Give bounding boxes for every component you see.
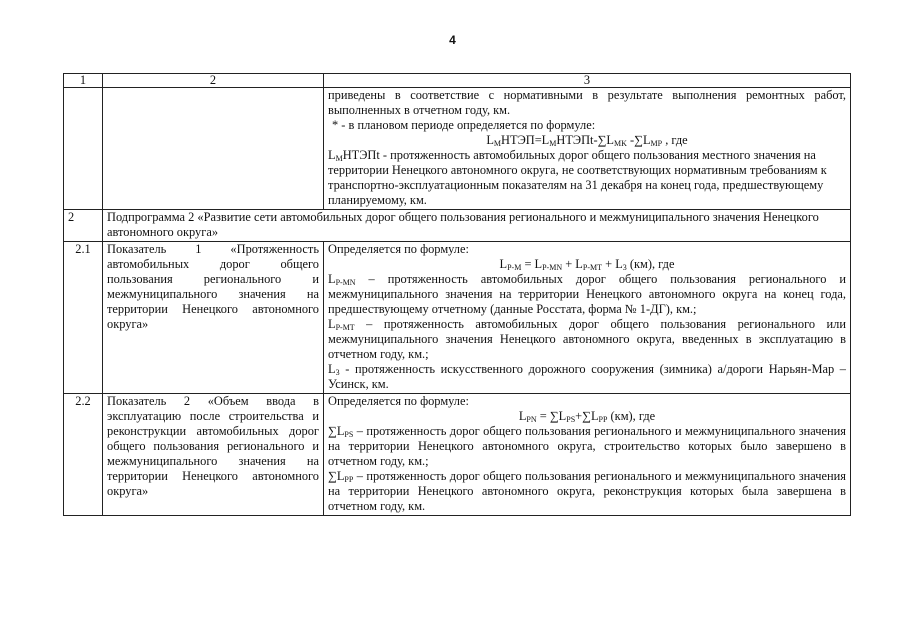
definition-lpmn: $L_{P-MN}$ – протяженность автомобильных дорог общего пользования регионального и межмуниципального значения на территории Ненецкого автономного округа на конец года, предшествующему отчетному (данные Росстата, форма № 1-ДГ), км.; (328, 272, 846, 316)
subprogram-number: 2 (64, 210, 103, 242)
cell-number-empty (64, 88, 103, 210)
definition-lpmt: $L_{P-MT}$ – протяженность автомобильных дорог общего пользования регионального или межмуниципального значения Ненецкого автономного округа, введенных в эксплуатацию в отчетном году, км.; (328, 317, 846, 361)
cell-name-empty (103, 88, 324, 210)
formula-lpn: $L_{PN} = \sum L_{PS}+\sum L_{PP}$ (км), где (518, 409, 656, 424)
definition-mntep: $L_MНТЭПt$ - протяженность автомобильных дорог общего пользования местного значения на территории Ненецкого автономного округа, не соответствующих нормативным требованиям к транспортно-эксплуатационным показателям на 31 декабря на конец года, предшествующему планируемому, км. (328, 148, 827, 207)
subprogram-title: Подпрограмма 2 «Развитие сети автомобильных дорог общего пользования регионального и межмуниципального значения Ненецкого автономного округа» (103, 210, 851, 242)
formula-intro: Определяется по формуле: (328, 394, 469, 408)
header-col-2: 2 (103, 74, 324, 88)
indicator-number: 2.2 (64, 394, 103, 516)
continuation-text: приведены в соответствие с нормативными в результате выполнения ремонтных работ, выполненных в отчетном году, км. (328, 88, 846, 117)
indicator-number: 2.1 (64, 242, 103, 394)
planned-period-text: * - в плановом периоде определяется по формуле: (332, 118, 596, 132)
table-header-row (64, 74, 851, 88)
formula-intro: Определяется по формуле: (328, 242, 469, 256)
formula-lpm: $L_{P-M} = L_{P-MN} + L_{P-MT} + L_3$ (км), где (499, 257, 675, 272)
table-row-continuation (64, 88, 851, 210)
indicator-name: Показатель 1 «Протяженность автомобильных дорог общего пользования регионального и межмуниципального значения на территории Ненецкого автономного округа» (103, 242, 324, 394)
indicator-name: Показатель 2 «Объем ввода в эксплуатацию после строительства и реконструкции автомобильных дорог общего пользования регионального и межмуниципального значения на территории Ненецкого автономного округа» (103, 394, 324, 516)
definition-lps: $\sum L_{PS}$ – протяженность дорог общего пользования регионального и межмуниципального значения на территории Ненецкого автономного округа, строительство которых было завершено в отчетном году, км.; (328, 424, 846, 468)
cell-description (324, 88, 851, 210)
definition-l3: $L_3$ - протяженность искусственного дорожного сооружения (зимника) а/дороги Нарьян-Мар – Усинск, км. (328, 362, 846, 391)
table-row-indicator-2-1 (64, 242, 851, 394)
definition-lpp: $\sum L_{PP}$ – протяженность дорог общего пользования регионального и межмуниципального значения на территории Ненецкого автономного округа, реконструкция которых была завершена в отчетном году, км. (328, 469, 846, 513)
page-number: 4 (449, 33, 456, 47)
header-col-3: 3 (324, 74, 851, 88)
table-row-indicator-2-2 (64, 394, 851, 516)
header-col-1: 1 (64, 74, 103, 88)
indicator-method (324, 394, 851, 516)
indicator-method (324, 242, 851, 394)
formula-mntep: $L_MНТЭП=L_MНТЭПt-\sum L_{MK}$ $-\sum L_{MP}$ , где (486, 133, 688, 148)
indicator-table (63, 73, 851, 516)
table-row-subprogram (64, 210, 851, 242)
